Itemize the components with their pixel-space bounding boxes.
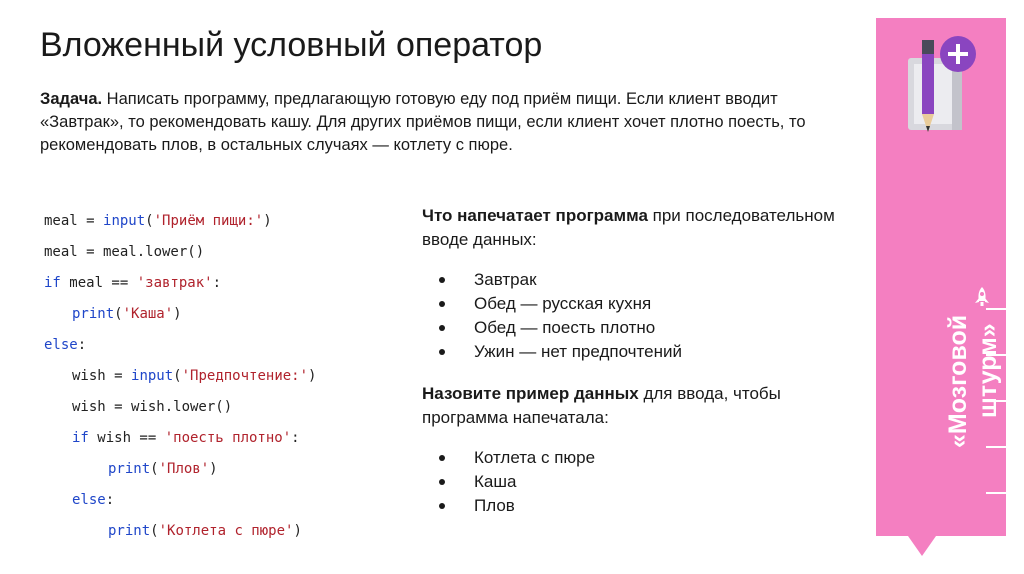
question-2-list bbox=[422, 446, 862, 518]
task-description bbox=[40, 88, 830, 157]
code-line: wish = wish.lower() bbox=[72, 399, 233, 415]
code-line: print('Плов') bbox=[108, 461, 218, 477]
task-text: Написать программу, предлагающую готовую еду под приём пищи. Если клиент вводит «Завтрак», то рекомендовать кашу. Для других приёмов пищи, если клиент хочет плотно поесть, то рекомендовать плов, в остальных случаях — котлету с пюре. bbox=[40, 90, 806, 154]
task-label: Задача. bbox=[40, 90, 103, 108]
code-line: if wish == 'поесть плотно': bbox=[72, 430, 300, 446]
questions-panel bbox=[422, 204, 862, 518]
code-line: meal = input('Приём пищи:') bbox=[44, 213, 272, 229]
code-line: else: bbox=[72, 492, 115, 508]
question-2: Назовите пример данных для ввода, чтобы программа напечатала: bbox=[422, 384, 781, 427]
list-item: Плов bbox=[422, 494, 862, 518]
list-item: Каша bbox=[422, 470, 862, 494]
list-item: Ужин — нет предпочтений bbox=[422, 340, 862, 364]
question-1: Что напечатает программа при последовательном вводе данных: bbox=[422, 206, 835, 249]
question-1-list bbox=[422, 268, 862, 364]
code-line: meal = meal.lower() bbox=[44, 244, 205, 260]
list-item: Завтрак bbox=[422, 268, 862, 292]
rocket-icon bbox=[973, 286, 991, 308]
code-line: print('Котлета с пюре') bbox=[108, 523, 302, 539]
code-line: print('Каша') bbox=[72, 306, 182, 322]
list-item: Обед — русская кухня bbox=[422, 292, 862, 316]
code-block bbox=[44, 206, 316, 547]
code-line: wish = input('Предпочтение:') bbox=[72, 368, 317, 384]
list-item: Обед — поесть плотно bbox=[422, 316, 862, 340]
ribbon-label: «Мозговой штурм» bbox=[944, 314, 1002, 448]
page-title: Вложенный условный оператор bbox=[40, 26, 543, 64]
list-item: Котлета с пюре bbox=[422, 446, 862, 470]
code-line: if meal == 'завтрак': bbox=[44, 275, 222, 291]
code-line: else: bbox=[44, 337, 87, 353]
book-pencil-plus-icon bbox=[902, 32, 982, 132]
brainstorm-ribbon bbox=[876, 18, 1006, 556]
